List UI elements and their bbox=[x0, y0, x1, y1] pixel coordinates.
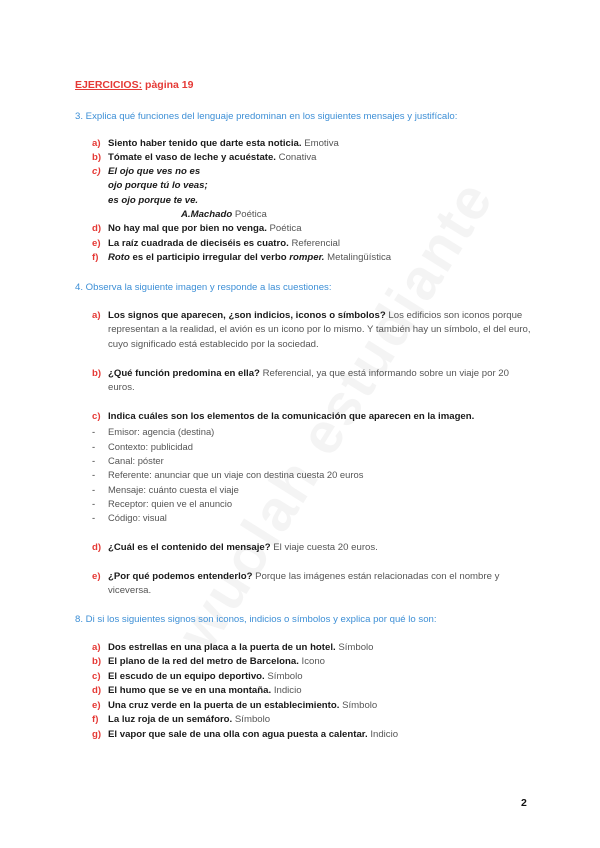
q3-item-e bbox=[92, 237, 532, 251]
item-marker: g) bbox=[92, 729, 102, 740]
list-item: - Emisor: agencia (destina) bbox=[92, 426, 215, 437]
item-answer: Icono bbox=[301, 656, 326, 667]
question-4-title: 4. Observa la siguiente imagen y responde a las cuestiones: bbox=[75, 282, 332, 293]
item-statement: El vapor que sale de una olla con agua puesta a calentar. bbox=[108, 729, 368, 740]
q3-item-c bbox=[92, 165, 532, 222]
item-marker: c) bbox=[92, 671, 101, 682]
item-statement: Tómate el vaso de leche y acuéstate. bbox=[108, 152, 276, 163]
item-answer: Símbolo bbox=[234, 714, 271, 725]
item-marker: e) bbox=[92, 571, 101, 582]
bullet-icon: - bbox=[92, 498, 96, 509]
item-statement: La luz roja de un semáforo. bbox=[108, 714, 233, 725]
list-item: - Código: visual bbox=[92, 512, 167, 523]
exercises-heading bbox=[75, 79, 193, 91]
q8-item-f bbox=[92, 713, 532, 727]
question-3-title: 3. Explica qué funciones del lenguaje predominan en los siguientes mensajes y justifícalo: bbox=[75, 111, 458, 122]
item-answer: Conativa bbox=[278, 152, 317, 163]
item-statement: El humo que se ve en una montaña. bbox=[108, 685, 272, 696]
list-item: - Mensaje: cuánto cuesta el viaje bbox=[92, 484, 239, 495]
item-marker: b) bbox=[92, 656, 102, 667]
q4-item-c bbox=[92, 410, 532, 424]
item-answer: Referencial bbox=[291, 238, 340, 249]
item-statement: Dos estrellas en una placa a la puerta de un hotel. bbox=[108, 642, 336, 653]
list-item: - Receptor: quien ve el anuncio bbox=[92, 498, 233, 509]
q3-item-f bbox=[92, 251, 532, 265]
list-item: - Referente: anunciar que un viaje con destina cuesta 20 euros bbox=[92, 469, 364, 480]
poem-author: A.Machado bbox=[181, 208, 233, 220]
item-answer: Poética bbox=[269, 223, 302, 234]
item-marker: d) bbox=[92, 542, 102, 553]
item-answer: Metalingüística bbox=[327, 252, 392, 263]
item-answer: Emotiva bbox=[304, 138, 339, 149]
item-answer: Porque las imágenes están relacionadas con el nombre y viceversa. bbox=[108, 571, 500, 597]
item-answer: Símbolo bbox=[338, 642, 374, 653]
item-marker: d) bbox=[92, 223, 102, 234]
item-answer: Símbolo bbox=[342, 700, 378, 711]
item-marker: d) bbox=[92, 685, 102, 696]
item-marker: a) bbox=[92, 642, 101, 653]
bullet-icon: - bbox=[92, 512, 96, 523]
item-answer: Poética bbox=[234, 208, 267, 220]
item-statement: Siento haber tenido que darte esta noticia. bbox=[108, 138, 302, 149]
q4-item-d bbox=[92, 541, 532, 555]
bullet-icon: - bbox=[92, 484, 96, 495]
q8-item-d bbox=[92, 684, 532, 698]
item-statement: La raíz cuadrada de dieciséis es cuatro. bbox=[108, 238, 289, 249]
item-statement: ¿Cuál es el contenido del mensaje? bbox=[108, 542, 271, 553]
heading-page: pàgina 19 bbox=[145, 79, 194, 91]
list-item: - Contexto: publicidad bbox=[92, 441, 193, 452]
item-marker: e) bbox=[92, 700, 101, 711]
item-answer: Indicio bbox=[370, 729, 399, 740]
bullet-icon: - bbox=[92, 441, 96, 452]
item-statement: es el participio irregular del verbo bbox=[132, 252, 287, 263]
item-marker: f) bbox=[92, 714, 99, 725]
item-marker: b) bbox=[92, 368, 102, 379]
item-answer: Indicio bbox=[273, 685, 302, 696]
item-term-2: romper. bbox=[289, 252, 325, 263]
q8-item-b bbox=[92, 655, 532, 669]
item-marker: e) bbox=[92, 238, 101, 249]
item-statement: El plano de la red del metro de Barcelona. bbox=[108, 656, 299, 667]
item-marker: f) bbox=[92, 252, 99, 263]
item-statement: ¿Por qué podemos entenderlo? bbox=[108, 571, 253, 582]
item-marker: a) bbox=[92, 138, 101, 149]
q4-item-b bbox=[92, 367, 532, 396]
item-answer: Los edificios son iconos porque representan a la realidad, el avión es un icono por lo mismo. Y también hay un símbolo, el del euro, cuyo significado está establecido por la sociedad. bbox=[108, 310, 531, 350]
item-term: Roto bbox=[108, 252, 130, 263]
list-item: - Canal: póster bbox=[92, 455, 164, 466]
item-marker: b) bbox=[92, 152, 102, 163]
item-answer: Símbolo bbox=[267, 671, 303, 682]
bullet-icon: - bbox=[92, 426, 96, 437]
q8-item-c bbox=[92, 670, 532, 684]
question-8-title: 8. Di si los siguientes signos son iconos, indicios o símbolos y explica por qué lo son: bbox=[75, 614, 437, 625]
q8-item-g bbox=[92, 728, 532, 742]
item-statement: Los signos que aparecen, ¿son indicios, iconos o símbolos? bbox=[108, 310, 386, 321]
q8-item-e bbox=[92, 699, 532, 713]
item-statement: El escudo de un equipo deportivo. bbox=[108, 671, 265, 682]
bullet-icon: - bbox=[92, 469, 96, 480]
page-number: 2 bbox=[521, 797, 527, 809]
q4-item-e bbox=[92, 570, 532, 599]
q3-item-b bbox=[92, 151, 532, 165]
item-marker: c) bbox=[92, 166, 101, 177]
item-statement: No hay mal que por bien no venga. bbox=[108, 223, 267, 234]
item-marker: a) bbox=[92, 310, 101, 321]
item-answer: Referencial, ya que está informando sobre un viaje por 20 euros. bbox=[108, 368, 509, 394]
item-marker: c) bbox=[92, 411, 101, 422]
q3-item-d bbox=[92, 222, 532, 236]
heading-label: EJERCICIOS: bbox=[75, 79, 143, 91]
bullet-icon: - bbox=[92, 455, 96, 466]
item-statement: Indica cuáles son los elementos de la comunicación que aparecen en la imagen. bbox=[108, 411, 475, 422]
q3-item-a bbox=[92, 137, 532, 151]
item-statement: Una cruz verde en la puerta de un establecimiento. bbox=[108, 700, 340, 711]
poem-line-3: es ojo porque te ve. bbox=[108, 194, 199, 206]
q8-item-a bbox=[92, 641, 532, 655]
item-statement: ¿Qué función predomina en ella? bbox=[108, 368, 260, 379]
q4-item-a bbox=[92, 309, 532, 352]
item-answer: El viaje cuesta 20 euros. bbox=[273, 542, 378, 553]
poem-line-2: ojo porque tú lo veas; bbox=[108, 180, 208, 192]
poem-line-1: El ojo que ves no es bbox=[108, 166, 201, 177]
